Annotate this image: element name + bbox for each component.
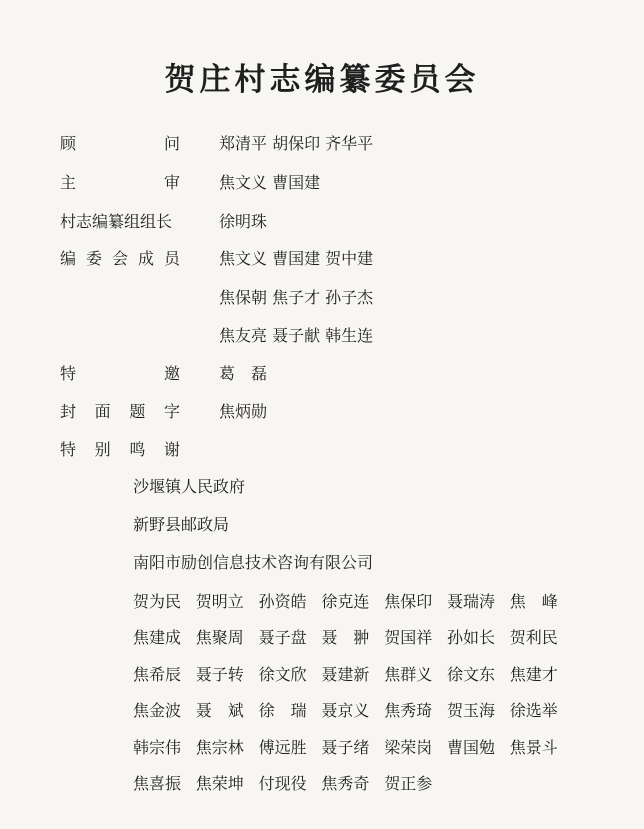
thanks-name: 焦金波 xyxy=(133,701,182,721)
thanks-name: 徐文东 xyxy=(446,664,495,684)
thanks-name: 焦秀琦 xyxy=(384,701,433,721)
thanks-organization: 新野县邮政局 xyxy=(133,515,230,534)
thanks-name: 徐文欣 xyxy=(258,664,307,684)
value-special-invitee: 葛 磊 xyxy=(219,364,268,383)
value-cover-calligraphy: 焦炳勋 xyxy=(219,402,268,421)
thanks-name: 孙资皓 xyxy=(258,592,307,611)
page-title: 贺庄村志编纂委员会 xyxy=(164,62,480,98)
thanks-name: 徐克连 xyxy=(321,592,370,611)
thanks-name: 付现役 xyxy=(258,773,307,793)
thanks-name: 焦荣坤 xyxy=(195,773,244,793)
label-advisors: 顾 问 xyxy=(60,134,180,153)
thanks-organization: 沙堰镇人民政府 xyxy=(133,477,246,496)
thanks-name: 孙如长 xyxy=(446,628,495,648)
thanks-names-list xyxy=(133,592,573,810)
thanks-name: 焦建才 xyxy=(509,664,558,684)
thanks-name: 贺利民 xyxy=(509,628,558,648)
thanks-name: 焦景斗 xyxy=(509,737,558,757)
thanks-name: 聂 翀 xyxy=(321,628,370,648)
label-special-thanks: 特 别 鸣 谢 xyxy=(60,440,180,459)
thanks-names-row xyxy=(133,774,573,810)
thanks-names-row xyxy=(133,592,573,628)
value-committee-members-line1: 焦文义 曹国建 贺中建 xyxy=(219,249,374,268)
value-advisors: 郑清平 胡保印 齐华平 xyxy=(219,134,374,153)
label-cover-calligraphy: 封 面 题 字 xyxy=(60,402,180,421)
thanks-name: 焦建成 xyxy=(133,628,182,648)
thanks-organization: 南阳市励创信息技术咨询有限公司 xyxy=(133,553,374,572)
value-chief-reviewer: 焦文义 曹国建 xyxy=(219,173,321,192)
thanks-name: 徐 瑞 xyxy=(258,701,307,721)
thanks-name: 焦保印 xyxy=(384,592,433,611)
label-special-invitee: 特 邀 xyxy=(60,364,180,383)
value-compilation-leader: 徐明珠 xyxy=(219,212,268,231)
thanks-names-row xyxy=(133,628,573,664)
thanks-name: 贺为民 xyxy=(133,592,182,611)
thanks-name: 焦喜振 xyxy=(133,773,182,793)
thanks-name: 焦群义 xyxy=(384,664,433,684)
label-committee-members: 编 委 会 成 员 xyxy=(60,249,180,268)
thanks-name: 聂京义 xyxy=(321,701,370,721)
thanks-name: 聂子转 xyxy=(195,664,244,684)
thanks-name: 焦希辰 xyxy=(133,664,182,684)
thanks-name: 贺正参 xyxy=(384,773,433,793)
thanks-name: 徐选举 xyxy=(509,701,558,721)
thanks-names-row xyxy=(133,701,573,737)
thanks-name: 聂子绪 xyxy=(321,737,370,757)
thanks-names-row xyxy=(133,665,573,701)
thanks-name: 梁荣岗 xyxy=(384,737,433,757)
thanks-name: 贺玉海 xyxy=(446,701,495,721)
thanks-name: 聂建新 xyxy=(321,664,370,684)
thanks-name: 贺国祥 xyxy=(384,628,433,648)
thanks-name: 焦聚周 xyxy=(195,628,244,648)
thanks-name: 焦宗林 xyxy=(195,737,244,757)
thanks-name: 聂 斌 xyxy=(195,701,244,721)
thanks-names-row xyxy=(133,738,573,774)
thanks-name: 焦秀奇 xyxy=(321,773,370,793)
value-committee-members-line3: 焦友亮 聂子献 韩生连 xyxy=(219,326,374,345)
thanks-name: 韩宗伟 xyxy=(133,737,182,757)
label-chief-reviewer: 主 审 xyxy=(60,173,180,192)
thanks-name: 曹国勉 xyxy=(446,737,495,757)
thanks-name: 贺明立 xyxy=(195,592,244,611)
thanks-name: 聂瑞涛 xyxy=(446,592,495,611)
thanks-name: 聂子盘 xyxy=(258,628,307,648)
value-committee-members-line2: 焦保朝 焦子才 孙子杰 xyxy=(219,288,374,307)
thanks-name: 焦 峰 xyxy=(509,592,558,611)
thanks-name: 傅远胜 xyxy=(258,737,307,757)
label-compilation-leader: 村志编纂组组长 xyxy=(60,212,173,231)
